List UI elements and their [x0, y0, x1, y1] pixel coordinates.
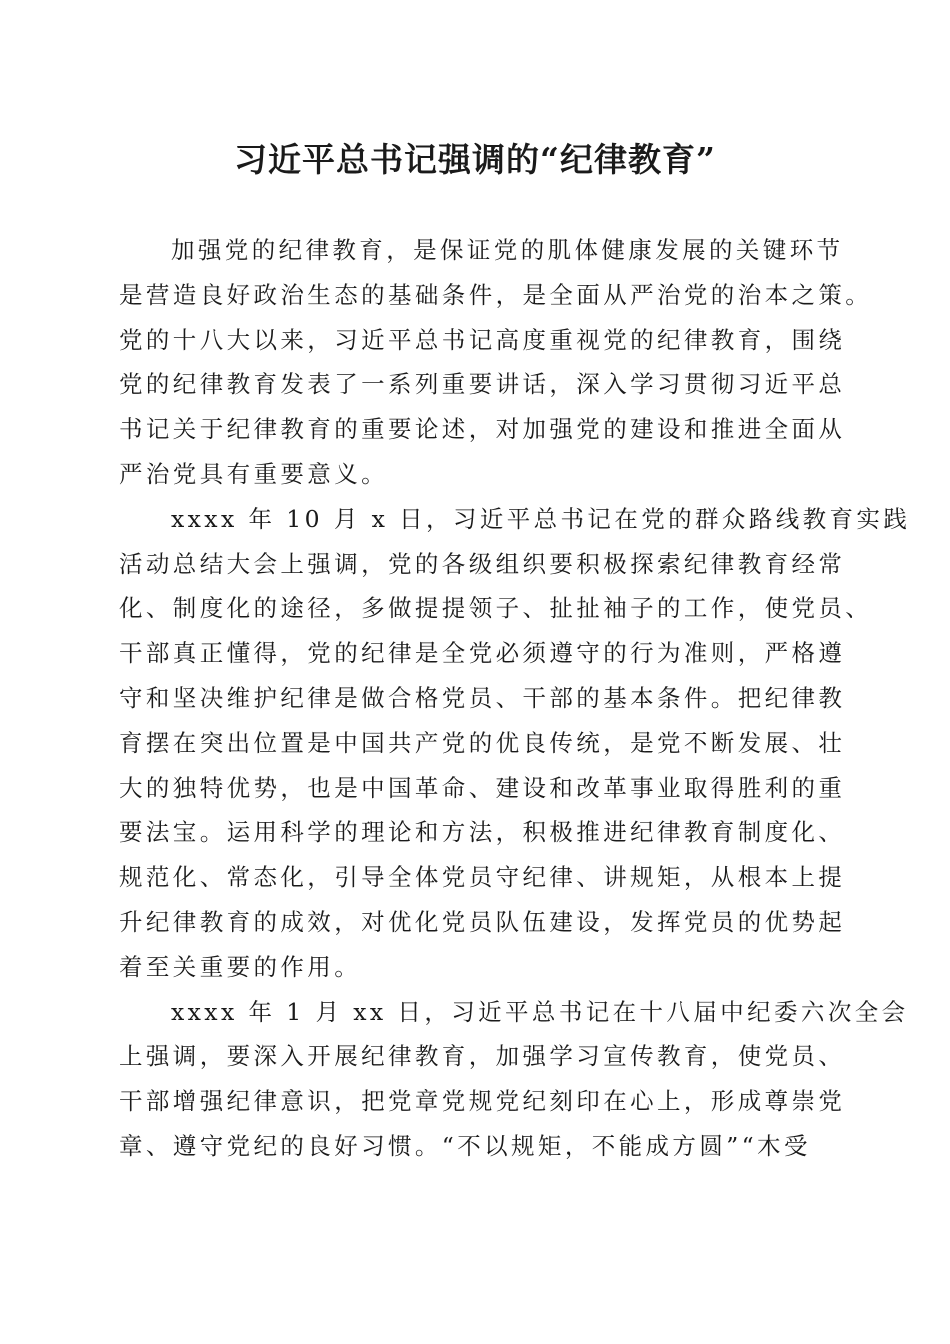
text-line: 章、遵守党纪的良好习惯。“不以规矩，不能成方圆”“木受	[119, 1131, 811, 1160]
document-title: 习近平总书记强调的“纪律教育”	[234, 140, 716, 179]
text-line: 化、制度化的途径，多做提提领子、扯扯袖子的工作，使党员、	[119, 594, 873, 623]
paragraph-3	[119, 990, 909, 1169]
text-line: 是营造良好政治生态的基础条件，是全面从严治党的治本之策。	[119, 280, 873, 309]
text-line: 加强党的纪律教育，是保证党的肌体健康发展的关键环节	[171, 236, 844, 264]
text-line: 党的纪律教育发表了一系列重要讲话，深入学习贯彻习近平总	[119, 370, 846, 399]
text-line: 守和坚决维护纪律是做合格党员、干部的基本条件。把纪律教	[119, 683, 846, 712]
text-line: 党的十八大以来，习近平总书记高度重视党的纪律教育，围绕	[119, 325, 846, 354]
text-line: 严治党具有重要意义。	[119, 459, 388, 488]
text-line: 要法宝。运用科学的理论和方法，积极推进纪律教育制度化、	[119, 818, 846, 847]
paragraph-1	[119, 228, 873, 497]
text-line: 活动总结大会上强调，党的各级组织要积极探索纪律教育经常	[119, 549, 846, 578]
text-line: 上强调，要深入开展纪律教育，加强学习宣传教育，使党员、	[119, 1042, 846, 1071]
text-line: 大的独特优势，也是中国革命、建设和改革事业取得胜利的重	[119, 773, 846, 802]
text-line: xxxx 年 10 月 x 日，习近平总书记在党的群众路线教育实践	[171, 504, 911, 533]
paragraph-2	[119, 497, 911, 990]
text-line: 书记关于纪律教育的重要论述，对加强党的建设和推进全面从	[119, 415, 846, 444]
text-line: 升纪律教育的成效，对优化党员队伍建设，发挥党员的优势起	[119, 907, 846, 936]
text-line: 育摆在突出位置是中国共产党的优良传统，是党不断发展、壮	[119, 728, 846, 757]
text-line: 规范化、常态化，引导全体党员守纪律、讲规矩，从根本上提	[119, 863, 846, 892]
text-line: 干部真正懂得，党的纪律是全党必须遵守的行为准则，严格遵	[119, 639, 846, 668]
text-line: 干部增强纪律意识，把党章党规党纪刻印在心上，形成尊崇党	[119, 1087, 846, 1116]
text-line: 着至关重要的作用。	[119, 952, 362, 981]
text-line: xxxx 年 1 月 xx 日，习近平总书记在十八届中纪委六次全会	[171, 997, 909, 1026]
document-body	[119, 228, 911, 1169]
